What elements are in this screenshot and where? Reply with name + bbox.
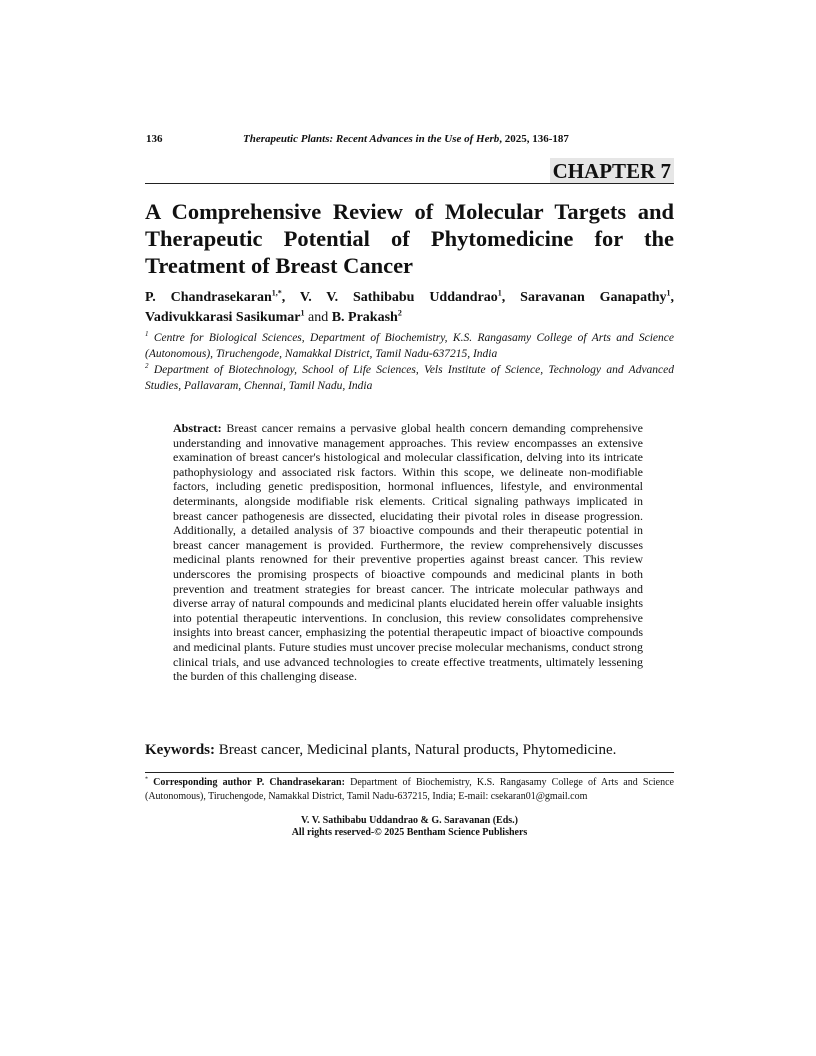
journal-citation [243, 133, 569, 145]
publisher-block [145, 815, 674, 839]
footnote-marker: * [145, 776, 148, 783]
affiliation [145, 331, 674, 362]
author-conjunction: and [307, 310, 329, 325]
affiliation-text: Centre for Biological Sciences, Department of Biochemistry, K.S. Rangasamy College of Arts and Science (Autonomous), Tiruchengode, Namakkal District, Tamil Nadu-637215, India [145, 332, 674, 360]
corresponding-author-footnote [145, 776, 674, 803]
chapter-rule [145, 183, 674, 184]
chapter-title: A Comprehensive Review of Molecular Targets and Therapeutic Potential of Phytomedicine for the Treatment of Breast Cancer [145, 199, 674, 278]
affiliation-text: Department of Biotechnology, School of Life Sciences, Vels Institute of Science, Technology and Advanced Studies, Pallavaram, Chennai, Tamil Nadu, India [145, 364, 675, 392]
author-affil-sup: 2 [397, 308, 402, 318]
author-sep: , [281, 290, 300, 305]
abstract-label: Abstract: [173, 421, 222, 435]
author-affil-sup: 1 [666, 288, 671, 298]
affiliation [145, 363, 674, 394]
author-name: B. Prakash [331, 310, 398, 325]
author-affil-sup: 1,* [271, 288, 282, 298]
keywords [145, 740, 674, 760]
abstract-text: Breast cancer remains a pervasive global health concern demanding comprehensive understanding and innovative management approaches. This review encompasses an extensive examination of breast cancer's histological and molecular classification, delving into its intricate pathophysiology and associated risk factors. Within this scope, we delineate non-modifiable factors, including genetic predisposition, hormonal influences, lifestyle, and environmental determinants, alongside modifiable risk elements. Critical signaling pathways implicated in breast cancer pathogenesis are dissected, elucidating their pivotal roles in disease progression. Additionally, a detailed analysis of 37 bioactive compounds and their therapeutic potential in breast cancer management is provided. Furthermore, the review comprehensively discusses medicinal plants renowned for their preventive properties against breast cancer. This review underscores the promising prospects of bioactive compounds and medicinal plants in both prevention and treatment strategies for breast cancer. The intricate molecular pathways and diverse array of natural compounds and medicinal plants elucidated herein offer valuable insights into potential therapeutic interventions. In conclusion, this review consolidates comprehensive insights into breast cancer, emphasizing the potential therapeutic impact of bioactive compounds and medicinal plants. Future studies must uncover precise molecular mechanisms, conduct strong clinical trials, and use advanced technologies to create effective treatments, ultimately lessening the burden of this challenging disease. [173, 421, 643, 684]
author-name: Vadivukkarasi Sasikumar [145, 310, 301, 325]
author-list [145, 288, 674, 328]
journal-pages: 2025, 136-187 [504, 133, 569, 145]
keywords-text: Breast cancer, Medicinal plants, Natural products, Phytomedicine. [218, 742, 617, 758]
affiliation-sup: 2 [145, 362, 149, 371]
author-name: V. V. Sathibabu Uddandrao [299, 290, 498, 305]
affiliation-sup: 1 [145, 330, 149, 339]
author-sep: , [501, 290, 521, 305]
footnote-text: Department of Biochemistry, K.S. Rangasamy College of Arts and Science (Autonomous), Tiruchengode, Namakkal District, Tamil Nadu-637215, India; E-mail: csekaran01@gmail.com [145, 777, 674, 802]
footnote-label: Corresponding author P. Chandrasekaran: [153, 777, 345, 788]
author-affil-sup: 1 [300, 308, 305, 318]
author-sep: , [670, 290, 675, 305]
editors-line: V. V. Sathibabu Uddandrao & G. Saravanan (Eds.) [300, 815, 519, 826]
chapter-label: CHAPTER 7 [550, 158, 674, 184]
author-name: P. Chandrasekaran [145, 290, 272, 305]
author-affil-sup: 1 [497, 288, 502, 298]
keywords-label: Keywords: [145, 742, 215, 758]
rights-line: All rights reserved-© 2025 Bentham Science Publishers [291, 827, 528, 838]
journal-sep: , [499, 133, 505, 145]
journal-title: Therapeutic Plants: Recent Advances in the Use of Herb [243, 133, 500, 145]
footnote-rule [145, 772, 674, 773]
abstract [173, 421, 643, 684]
author-name: Saravanan Ganapathy [520, 290, 667, 305]
page-number: 136 [146, 133, 163, 145]
